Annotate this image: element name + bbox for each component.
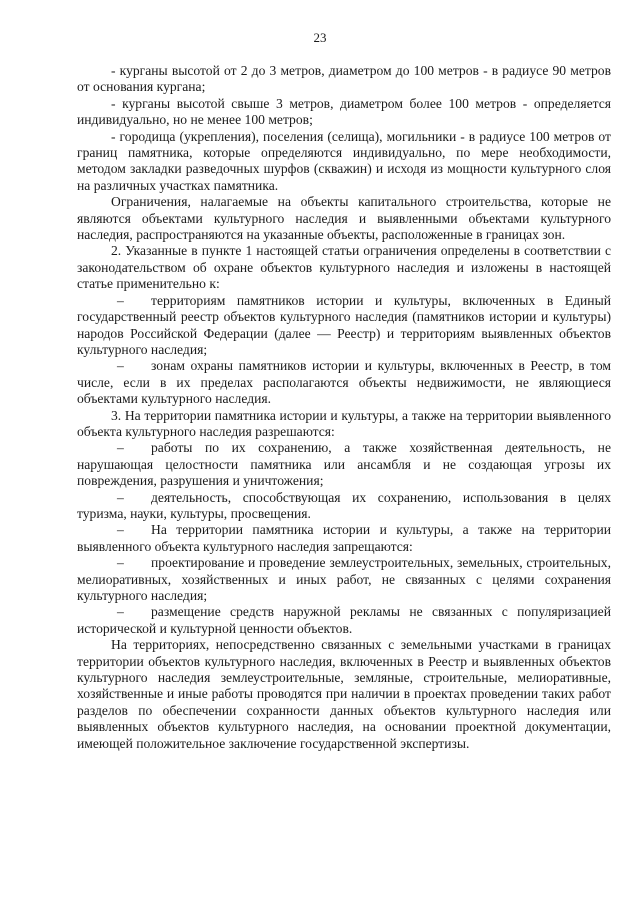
paragraph-item-2: 2. Указанные в пункте 1 настоящей статьи ограничения определены в соответствии с законодательством об охране объектов культурного наследия и изложены в настоящей статье применительно к: bbox=[77, 243, 611, 292]
list-item bbox=[77, 604, 611, 637]
document-body bbox=[77, 63, 611, 752]
list-item-text: работы по их сохранению, а также хозяйственная деятельность, не нарушающая целостности памятника или ансамбля и не создающая угрозы их повреждения, разрушения и уничтожения; bbox=[77, 440, 611, 489]
list-item bbox=[77, 293, 611, 359]
list-item bbox=[77, 358, 611, 407]
paragraph-kurgan-2-3m: - курганы высотой от 2 до 3 метров, диаметром до 100 метров - в радиусе 90 метров от основания кургана; bbox=[77, 63, 611, 95]
list-dash: – bbox=[117, 440, 124, 456]
page-number: 23 bbox=[313, 30, 327, 45]
paragraph-gorodishcha: - городища (укрепления), поселения (селища), могильники - в радиусе 100 метров от границ памятника, которые определяются индивидуально, по мере необходимости, методом закладки разведочных шурфов (скважин) и исходя из мощности культурного слоя на различных участках памятника. bbox=[77, 128, 611, 193]
list-item-text: деятельность, способствующая их сохранению, использования в целях туризма, науки, культуры, просвещения. bbox=[77, 489, 611, 521]
paragraph-item-3: 3. На территории памятника истории и культуры, а также на территории выявленного объекта культурного наследия разрешаются: bbox=[77, 407, 611, 439]
list-dash: – bbox=[117, 555, 124, 571]
list-dash: – bbox=[117, 604, 124, 620]
list-dash: – bbox=[117, 522, 124, 538]
list-dash: – bbox=[117, 358, 124, 374]
list-dash: – bbox=[117, 292, 124, 308]
list-item bbox=[77, 490, 611, 523]
list-item-text: проектирование и проведение землеустроительных, земельных, строительных, мелиоративных, хозяйственных и иных работ, не связанных с целями сохранения культурного наследия; bbox=[77, 555, 611, 603]
paragraph-restrictions: Ограничения, налагаемые на объекты капитального строительства, которые не являются объектами культурного наследия и выявленными объектами культурного наследия, распространяются на указанные объекты, расположенные в границах зон. bbox=[77, 194, 611, 243]
list-item-text: территориям памятников истории и культуры, включенных в Единый государственный реестр объектов культурного наследия (памятников истории и культуры) народов Российской Федерации (далее — Реестр) и территориям выявленных объектов культурного наследия; bbox=[77, 292, 611, 357]
list-item bbox=[77, 522, 611, 555]
list-item-text: зонам охраны памятников истории и культуры, включенных в Реестр, в том числе, если в их пределах располагаются объекты недвижимости, не являющиеся объектами культурного наследия. bbox=[77, 358, 611, 407]
paragraph-kurgan-over-3m: - курганы высотой свыше 3 метров, диаметром более 100 метров - определяется индивидуально, но не менее 100 метров; bbox=[77, 95, 611, 128]
paragraph-adjacent-territories: На территориях, непосредственно связанных с земельными участками в границах территории объектов культурного наследия, включенных в Реестр и выявленных объектов культурного наследия землеустроительные, земляные, строительные, мелиоративные, хозяйственные и иные работы проводятся при наличии в проектах проведении таких работ разделов по обеспечении сохранности данных объектов культурного наследия или выявленных объектов культурного наследия, на основании проектной документации, имеющей положительное заключение государственной экспертизы. bbox=[77, 637, 611, 751]
list-item bbox=[77, 555, 611, 604]
list-item-text: размещение средств наружной рекламы не связанных с популяризацией исторической и культурной ценности объектов. bbox=[77, 604, 611, 636]
list-item bbox=[77, 440, 611, 489]
list-dash: – bbox=[117, 489, 124, 505]
list-item-text: На территории памятника истории и культуры, а также на территории выявленного объекта культурного наследия запрещаются: bbox=[77, 522, 611, 554]
